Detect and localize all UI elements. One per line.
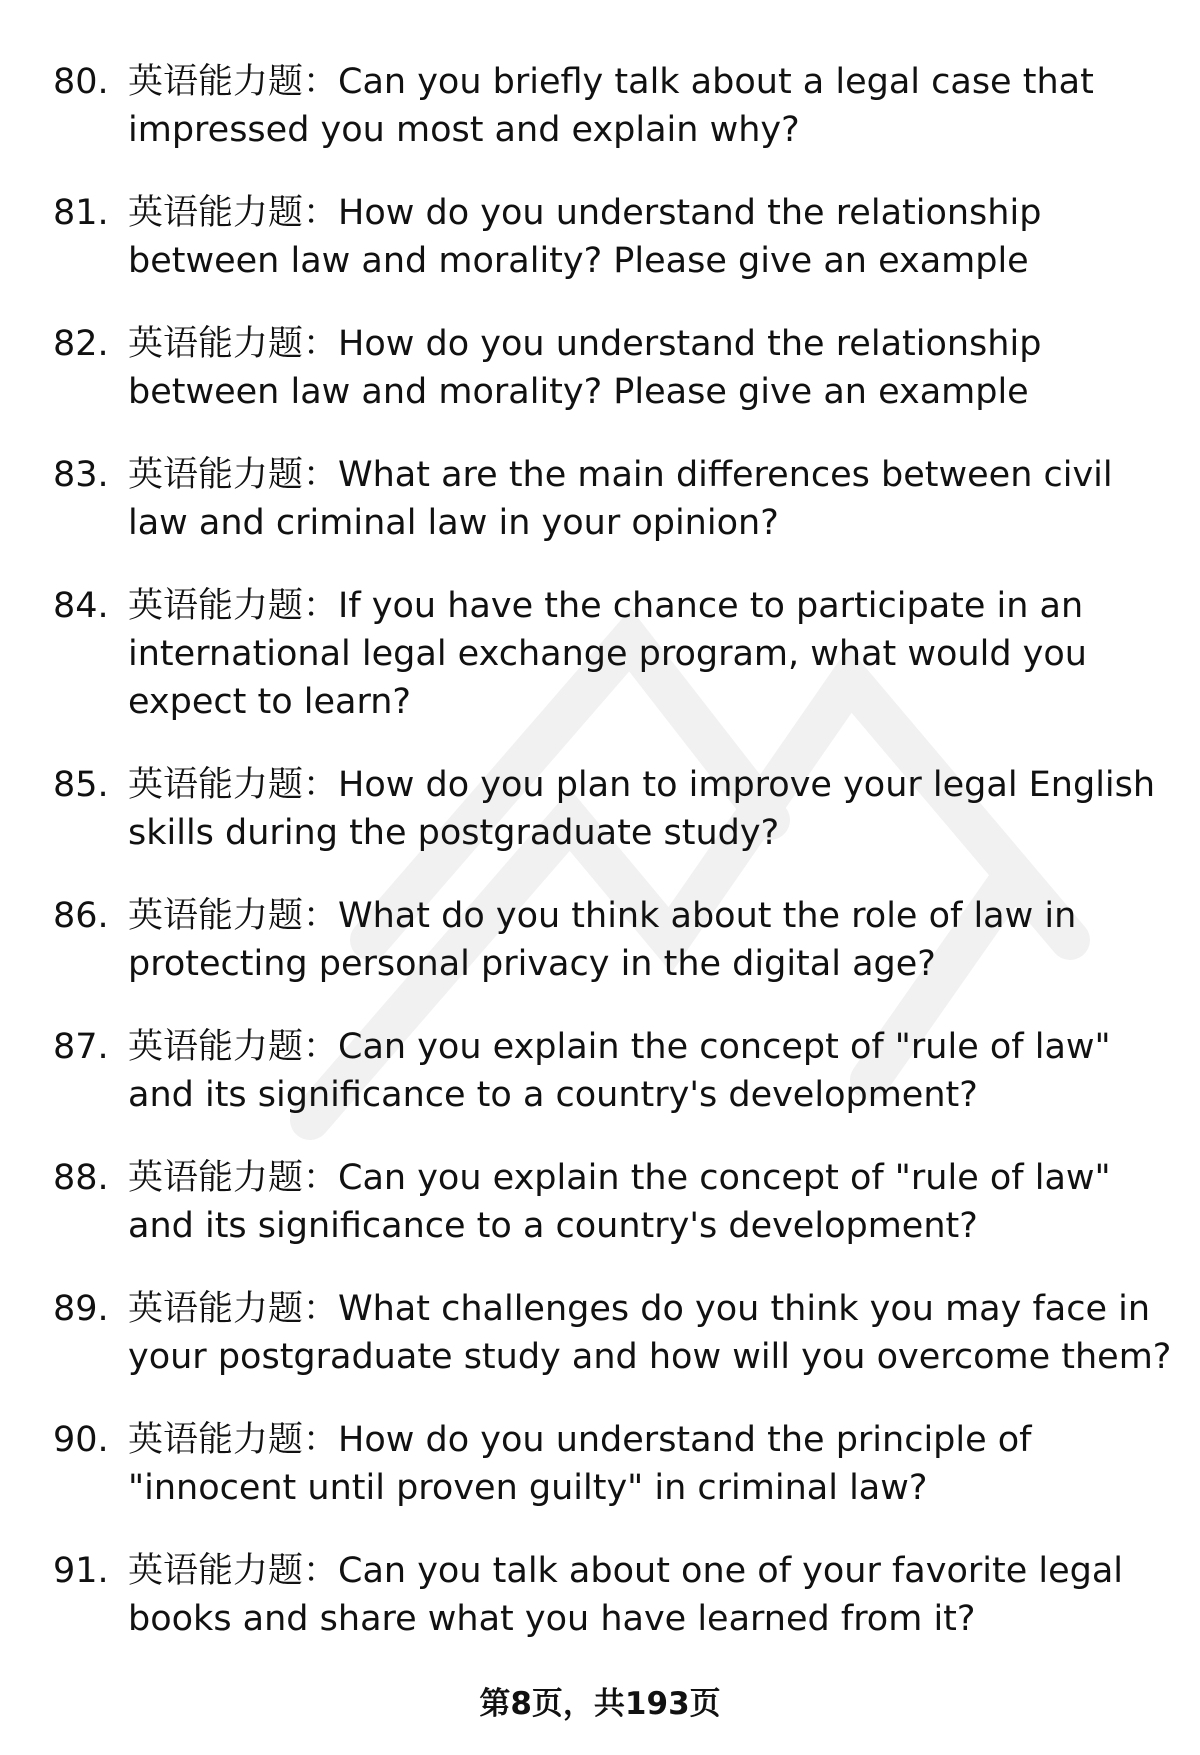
question-category: 英语能力题：	[128, 1158, 339, 1198]
question-number: 87.	[53, 1027, 109, 1067]
question-item	[0, 761, 1200, 857]
question-text	[128, 189, 1172, 285]
question-text	[128, 1416, 1172, 1512]
question-number: 85.	[53, 765, 109, 805]
question-category: 英语能力题：	[128, 1420, 339, 1460]
question-number: 81.	[53, 193, 109, 233]
question-list	[0, 58, 1200, 1678]
question-number: 90.	[53, 1420, 109, 1460]
question-item	[0, 451, 1200, 547]
question-item	[0, 1547, 1200, 1643]
question-item	[0, 1154, 1200, 1250]
page-number-label: 第8页，共193页	[479, 1686, 721, 1722]
question-body: How do you understand the relationship between law and morality? Please give an example	[128, 193, 1042, 281]
question-category: 英语能力题：	[128, 455, 339, 495]
question-text	[128, 761, 1172, 857]
question-number: 91.	[53, 1551, 109, 1591]
question-body: If you have the chance to participate in an international legal exchange program, what would you expect to learn?	[128, 586, 1087, 722]
question-item	[0, 1285, 1200, 1381]
question-number: 80.	[53, 62, 109, 102]
question-item	[0, 1023, 1200, 1119]
question-body: How do you plan to improve your legal English skills during the postgraduate study?	[128, 765, 1156, 853]
question-category: 英语能力题：	[128, 1289, 339, 1329]
question-body: What do you think about the role of law in protecting personal privacy in the digital age?	[128, 896, 1077, 984]
question-category: 英语能力题：	[128, 896, 339, 936]
question-body: Can you explain the concept of "rule of law" and its significance to a country's development?	[128, 1027, 1111, 1115]
question-body: How do you understand the principle of "innocent until proven guilty" in criminal law?	[128, 1420, 1032, 1508]
question-text	[128, 892, 1172, 988]
page-footer	[0, 1684, 1200, 1724]
question-body: What challenges do you think you may face in your postgraduate study and how will you overcome them?	[128, 1289, 1172, 1377]
question-number: 89.	[53, 1289, 109, 1329]
question-text	[128, 1154, 1172, 1250]
question-item	[0, 892, 1200, 988]
question-item	[0, 58, 1200, 154]
question-body: How do you understand the relationship between law and morality? Please give an example	[128, 324, 1042, 412]
question-item	[0, 189, 1200, 285]
question-category: 英语能力题：	[128, 62, 339, 102]
question-category: 英语能力题：	[128, 324, 339, 364]
question-category: 英语能力题：	[128, 586, 339, 626]
question-category: 英语能力题：	[128, 193, 339, 233]
question-body: Can you explain the concept of "rule of law" and its significance to a country's development?	[128, 1158, 1111, 1246]
question-body: What are the main differences between civil law and criminal law in your opinion?	[128, 455, 1113, 543]
question-item	[0, 1416, 1200, 1512]
question-number: 88.	[53, 1158, 109, 1198]
question-number: 82.	[53, 324, 109, 364]
question-number: 84.	[53, 586, 109, 626]
question-text	[128, 451, 1172, 547]
question-category: 英语能力题：	[128, 1027, 339, 1067]
question-text	[128, 320, 1172, 416]
question-number: 86.	[53, 896, 109, 936]
question-number: 83.	[53, 455, 109, 495]
question-category: 英语能力题：	[128, 765, 339, 805]
question-text	[128, 1285, 1172, 1381]
question-item	[0, 320, 1200, 416]
question-body: Can you talk about one of your favorite legal books and share what you have learned from it?	[128, 1551, 1124, 1639]
question-text	[128, 582, 1172, 726]
question-text	[128, 58, 1172, 154]
question-body: Can you briefly talk about a legal case that impressed you most and explain why?	[128, 62, 1094, 150]
question-text	[128, 1023, 1172, 1119]
question-item	[0, 582, 1200, 726]
question-category: 英语能力题：	[128, 1551, 339, 1591]
question-text	[128, 1547, 1172, 1643]
